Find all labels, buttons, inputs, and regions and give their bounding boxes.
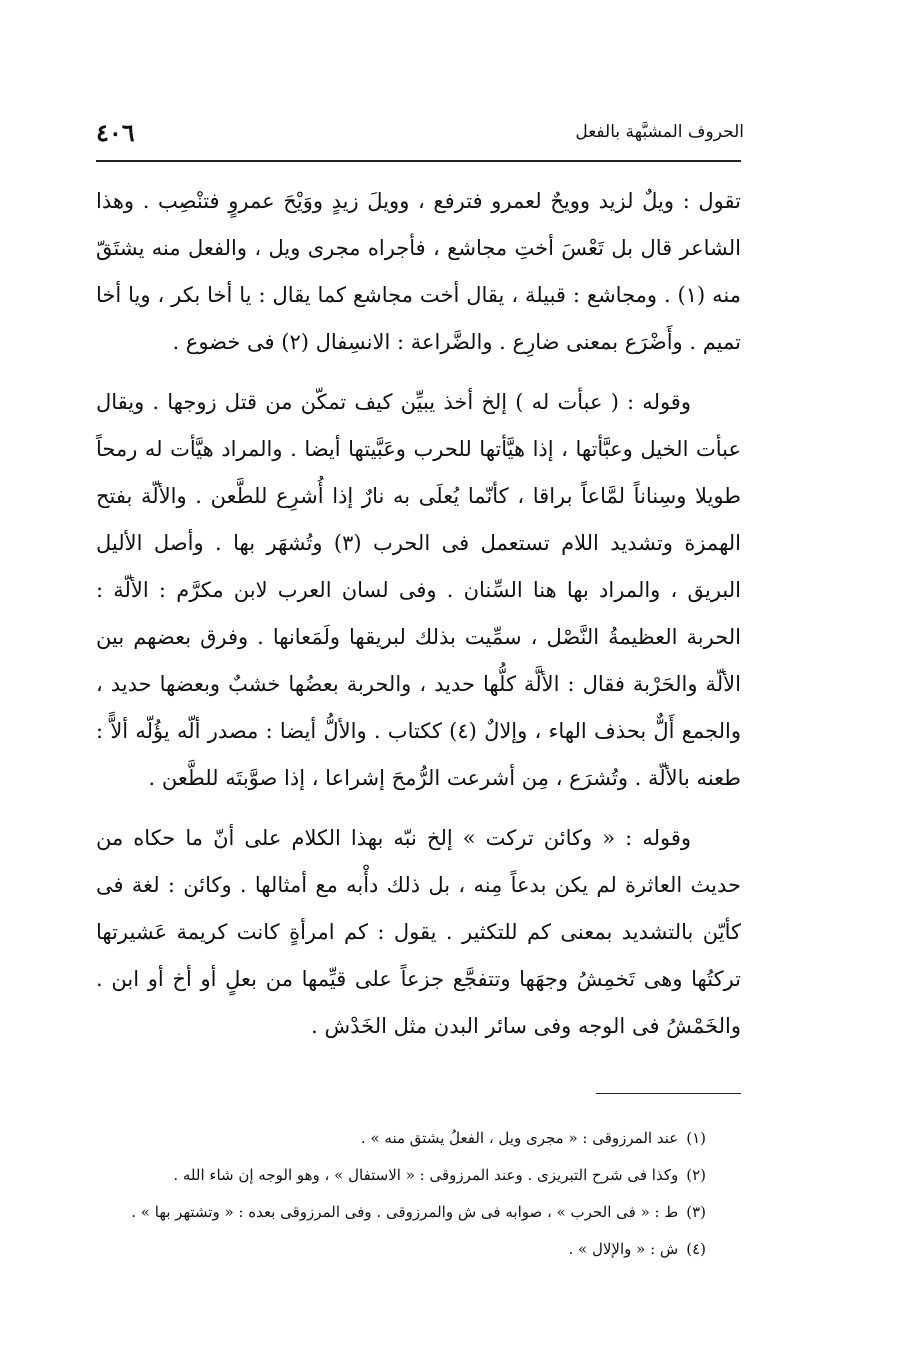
paragraph-3: وقوله : « وكائن تركت » إلخ نبّه بهذا الكلام على أنّ ما حكاه من حديث العاثرة لم يكن بدعاً مِنه ، بل ذلك دأْبه مع أمثالها . وكائن : لغة فى كأيّن بالتشديد بمعنى كم للتكثير . يقول : كم امرأةٍ كانت كريمة عَشيرتها تركتُها وهى تَخمِشُ وجهَها وتتفجَّع جزعاً على قيِّمها من بعلٍ أو أخ أو ابن . والخَمْشُ فى الوجه وفى سائر البدن مثل الخَدْش . bbox=[96, 826, 741, 1038]
footnote-1 bbox=[96, 1120, 706, 1157]
page-header bbox=[96, 112, 744, 156]
page-number: ٤٠٦ bbox=[96, 118, 135, 147]
footnote-number: (٤) bbox=[686, 1240, 706, 1258]
footnote-text: ش : « والإلال » . bbox=[568, 1240, 679, 1258]
header-rule bbox=[96, 160, 741, 162]
paragraph-2: وقوله : ( عبأت له ) إلخ أخذ يبيِّن كيف تمكّن من قتل زوجها . ويقال عبأت الخيل وعبَّأتها ، إذا هيَّأتها للحرب وعَبَّيتها أيضا . والمراد هيَّأت له رمحاً طويلا وسِناناً لمَّاعاً براقا ، كأنّما يُعلَى به نارٌ إذا أُشرِع للطَّعن . والألّة بفتح الهمزة وتشديد اللام تستعمل فى الحرب (٣) وتُشهَر بها . وأصل الأليل البريق ، والمراد بها هنا السِّنان . وفى لسان العرب لابن مكرَّم : الألّة : الحربة العظيمةُ النَّصْل ، سمِّيت بذلك لبريقها ولَمَعانها . وفرق بعضهم بين الألّة والحَرْبة فقال : الألَّة كلُّها حديد ، والحربة بعضُها خشبٌ وبعضها حديد ، والجمع أَلٌّ بحذف الهاء ، وإلالٌ (٤) ككتاب . والألُّ أيضا : مصدر ألّه يؤُلّه ألاًّ : طعنه بالألّة . وتُشرَع ، مِن أشرعت الرُّمحَ إشراعا ، إذا صوَّبتَه للطَّعن . bbox=[96, 390, 741, 790]
footnote-number: (٣) bbox=[686, 1203, 706, 1221]
footnote-text: وكذا فى شرح التبريزى . وعند المرزوقى : « الاستفال » ، وهو الوجه إن شاء الله . bbox=[173, 1166, 679, 1184]
footnote-number: (١) bbox=[686, 1129, 706, 1147]
running-title: الحروف المشبَّهة بالفعل bbox=[575, 122, 744, 142]
footnote-3 bbox=[96, 1194, 706, 1231]
footnote-2 bbox=[96, 1157, 706, 1194]
footnote-number: (٢) bbox=[686, 1166, 706, 1184]
footnote-text: ط : « فى الحرب » ، صوابه فى ش والمرزوقى . وفى المرزوقى بعده : « وتشتهر بها » . bbox=[131, 1203, 679, 1221]
footnote-4 bbox=[96, 1231, 706, 1268]
footnote-rule bbox=[596, 1093, 741, 1094]
main-text bbox=[96, 178, 741, 1050]
paragraph-1: تقول : ويلٌ لزيد وويحٌ لعمرو فترفع ، وويلَ زيدٍ ووَيْحَ عمروٍ فتنْصِب . وهذا الشاعر قال بل تَعْسَ أختِ مجاشع ، فأجراه مجرى ويل ، والفعل منه يشتَقّ منه (١) . ومجاشع : قبيلة ، يقال أخت مجاشع كما يقال : يا أخا بكر ، ويا أخا تميم . وأَضْرَع بمعنى ضارِع . والضَّراعة : الانسِفال (٢) فى خضوع . bbox=[96, 189, 742, 354]
footnotes bbox=[96, 1120, 706, 1268]
footnote-text: عند المرزوقى : « مجرى ويل ، الفعلُ يشتق منه » . bbox=[360, 1129, 679, 1147]
